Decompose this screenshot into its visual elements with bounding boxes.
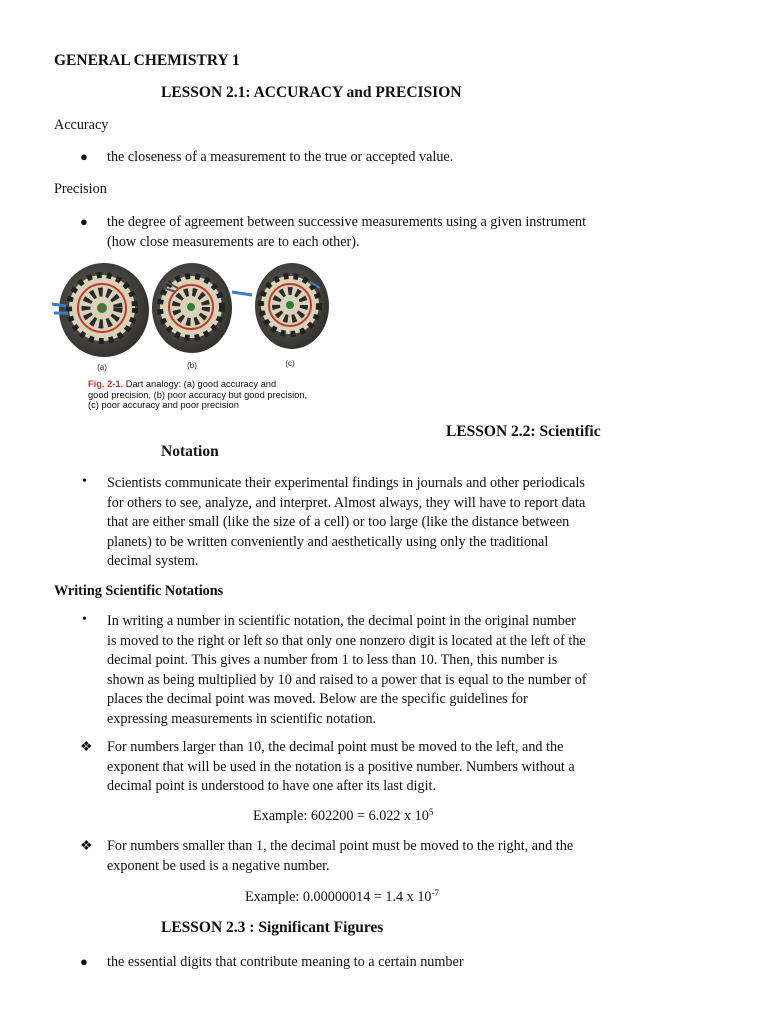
- dartboard-a: [52, 263, 149, 357]
- intro-line: Scientists communicate their experimental findings in journals and other periodicals: [107, 475, 585, 491]
- small-numbers-line: exponent be used is a negative number.: [107, 857, 330, 874]
- figure-caption-prefix: Fig. 2-1.: [88, 379, 124, 389]
- figure-caption-line3: (c) poor accuracy and poor precision: [88, 400, 239, 410]
- writing-notation-subheading: Writing Scientific Notations: [54, 583, 224, 599]
- example-large-exponent: 5: [428, 807, 434, 817]
- intro-line: for others to see, analyze, and interpret. Almost always, they will have to report data: [107, 494, 586, 511]
- small-numbers-paragraph: [107, 837, 667, 876]
- rule-line: expressing measurements in scientific notation.: [107, 710, 377, 727]
- dartboard-c: [232, 263, 329, 349]
- large-numbers-line: For numbers larger than 10, the decimal point must be moved to the left, and the: [107, 739, 564, 755]
- rule-line: is moved to the right or left so that only one nonzero digit is located at the left of the: [107, 632, 586, 649]
- rule-bullet: •: [82, 612, 87, 627]
- sigfig-bullet: ●: [80, 954, 88, 969]
- precision-bullet: ●: [80, 214, 88, 229]
- intro-line: that are either small (like the size of a cell) or too large (like the distance between: [107, 514, 570, 530]
- rule-line: shown as being multiplied by 10 and raised to a power that is equal to the number of: [107, 671, 587, 688]
- intro-paragraph: [107, 474, 667, 572]
- lesson-2-2-title-part1: LESSON 2.2: Scientific: [446, 423, 601, 440]
- large-numbers-bullet: ❖: [80, 740, 93, 755]
- intro-line: decimal system.: [107, 553, 199, 569]
- dartboard-b: [152, 263, 232, 353]
- fig-label-a: (a): [97, 363, 107, 372]
- rule-line: decimal point. This gives a number from 1 to less than 10. Then, this number is: [107, 652, 558, 668]
- accuracy-term: Accuracy: [54, 117, 109, 133]
- figure-caption-line2: good precision, (b) poor accuracy but good precision,: [88, 389, 308, 400]
- small-numbers-bullet: ❖: [80, 839, 93, 854]
- figure-caption: [88, 379, 328, 411]
- intro-bullet: •: [82, 474, 87, 489]
- precision-definition-line1: the degree of agreement between successive measurements using a given instrument: [107, 214, 587, 230]
- fig-label-c: (c): [285, 359, 295, 368]
- course-title: GENERAL CHEMISTRY 1: [54, 52, 240, 69]
- accuracy-bullet: ●: [80, 149, 88, 164]
- lesson-2-1-title: LESSON 2.1: ACCURACY and PRECISION: [161, 84, 462, 101]
- dartboard-figure: [52, 262, 332, 412]
- example-small-exponent: -7: [431, 888, 440, 898]
- example-small-text: Example: 0.00000014 = 1.4 x 10: [245, 889, 432, 905]
- example-large-text: Example: 602200 = 6.022 x 10: [253, 808, 429, 824]
- sigfig-definition: the essential digits that contribute meaning to a certain number: [107, 954, 464, 970]
- large-numbers-line: exponent that will be used in the notation is a positive number. Numbers without a: [107, 758, 575, 775]
- precision-definition-line2: (how close measurements are to each other).: [107, 233, 360, 250]
- intro-line: planets) to be written conveniently and aesthetically using only the traditional: [107, 533, 549, 550]
- rule-line: places the decimal point was moved. Below are the specific guidelines for: [107, 691, 528, 707]
- rule-paragraph: [107, 612, 667, 729]
- example-large: [253, 807, 433, 827]
- lesson-2-3-title: LESSON 2.3 : Significant Figures: [161, 919, 384, 936]
- lesson-2-2-title-part2: Notation: [161, 443, 219, 460]
- figure-caption-line1: Dart analogy: (a) good accuracy and: [125, 379, 277, 389]
- example-small: [245, 888, 439, 908]
- fig-label-b: (b): [187, 361, 197, 370]
- accuracy-definition: the closeness of a measurement to the true or accepted value.: [107, 149, 454, 165]
- precision-definition: [107, 213, 667, 252]
- large-numbers-paragraph: [107, 738, 667, 797]
- large-numbers-line: decimal point is understood to have one after its last digit.: [107, 778, 437, 794]
- precision-term: Precision: [54, 181, 107, 197]
- small-numbers-line: For numbers smaller than 1, the decimal point must be moved to the right, and the: [107, 838, 574, 854]
- rule-line: In writing a number in scientific notation, the decimal point in the original number: [107, 613, 576, 629]
